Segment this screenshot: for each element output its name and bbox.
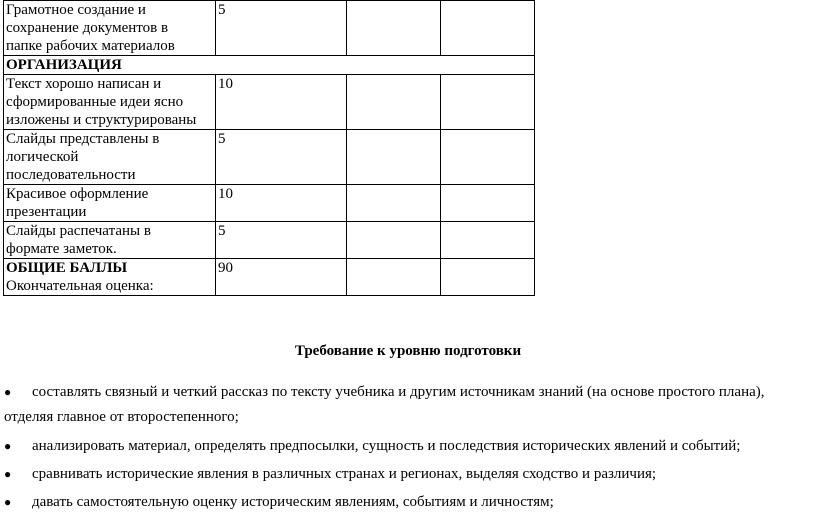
bullet-icon: ● xyxy=(4,495,12,509)
final-grade-label: Окончательная оценка: xyxy=(6,278,154,294)
bullet-icon: ● xyxy=(4,439,12,453)
empty-cell xyxy=(441,185,535,222)
total-cell xyxy=(4,259,216,296)
total-label: ОБЩИЕ БАЛЛЫ xyxy=(6,260,128,276)
bullet-icon: ● xyxy=(4,385,12,399)
empty-cell xyxy=(347,185,441,222)
assessment-table xyxy=(3,0,535,296)
section-header-organization: ОРГАНИЗАЦИЯ xyxy=(4,56,535,75)
criterion-cell: Красивое оформление презентации xyxy=(4,185,216,222)
bullet-icon: ● xyxy=(4,467,12,481)
criterion-cell: Текст хорошо написан и сформированные идеи ясно изложены и структурированы xyxy=(4,75,216,130)
table-row xyxy=(4,222,535,259)
empty-cell xyxy=(441,1,535,56)
table-row xyxy=(4,259,535,296)
points-cell: 5 xyxy=(216,130,347,185)
table-row xyxy=(4,75,535,130)
criterion-cell: Слайды представлены в логической последовательности xyxy=(4,130,216,185)
requirements-heading: Требование к уровню подготовки xyxy=(294,343,522,359)
empty-cell xyxy=(347,75,441,130)
criterion-cell: Слайды распечатаны в формате заметок. xyxy=(4,222,216,259)
criterion-cell: Грамотное создание и сохранение документов в папке рабочих материалов xyxy=(4,1,216,56)
points-cell: 10 xyxy=(216,75,347,130)
empty-cell xyxy=(347,1,441,56)
empty-cell xyxy=(347,259,441,296)
table-row xyxy=(4,1,535,56)
empty-cell xyxy=(441,130,535,185)
table-row xyxy=(4,56,535,75)
empty-cell xyxy=(441,222,535,259)
points-cell: 5 xyxy=(216,1,347,56)
points-cell: 90 xyxy=(216,259,347,296)
empty-cell xyxy=(441,259,535,296)
points-cell: 5 xyxy=(216,222,347,259)
empty-cell xyxy=(347,222,441,259)
empty-cell xyxy=(441,75,535,130)
points-cell: 10 xyxy=(216,185,347,222)
empty-cell xyxy=(347,130,441,185)
table-row xyxy=(4,130,535,185)
table-row xyxy=(4,185,535,222)
